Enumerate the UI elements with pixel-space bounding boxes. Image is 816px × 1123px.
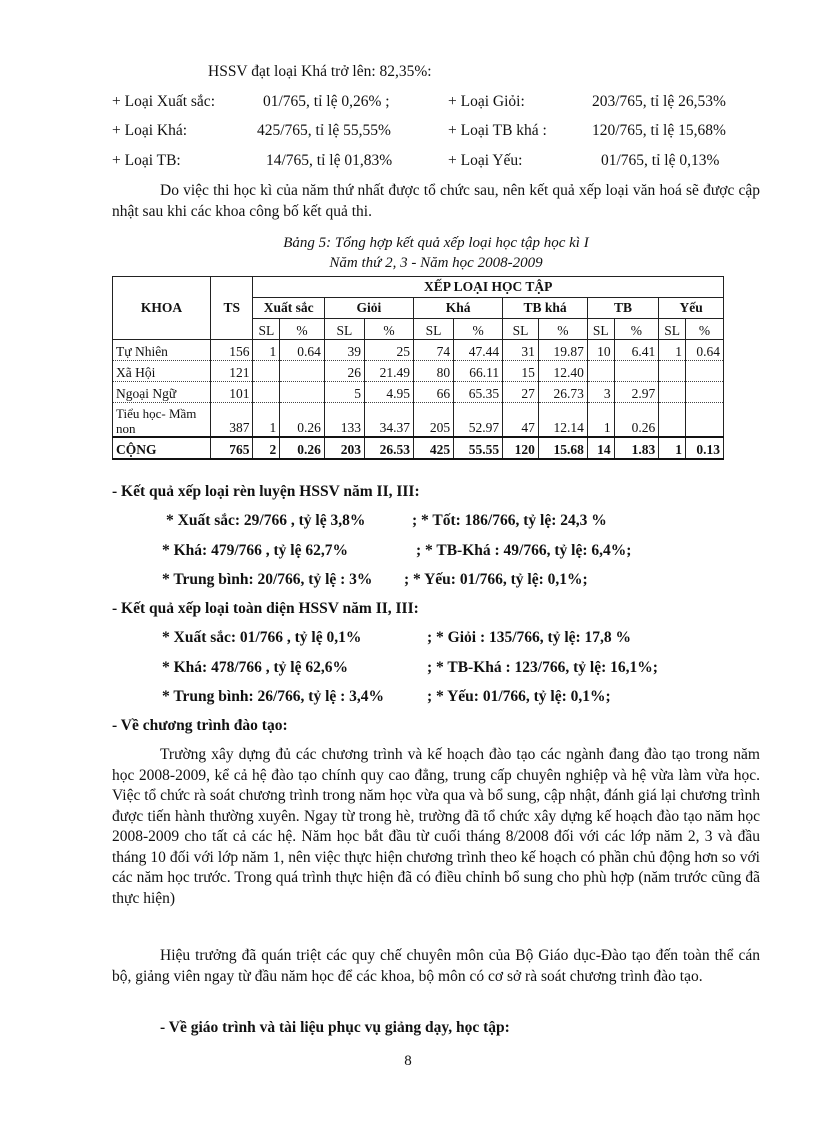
materials-heading: - Về giáo trình và tài liệu phục vụ giảng dạy, học tập: xyxy=(160,1019,510,1036)
cell: 26.53 xyxy=(364,437,413,459)
conduct-stat: * Xuất sắc: 29/766 , tỷ lệ 3,8% xyxy=(166,512,366,529)
stat-label: + Loại Khá: xyxy=(112,122,188,139)
stat-label: + Loại TB khá : xyxy=(448,122,547,139)
col-category: Yếu xyxy=(659,298,724,319)
col-khoa: KHOA xyxy=(113,277,211,340)
stat-value: 203/765, tỉ lệ 26,53% xyxy=(592,93,726,110)
page-number: 8 xyxy=(404,1053,412,1069)
cell: 6.41 xyxy=(614,340,659,361)
cell: 34.37 xyxy=(364,403,413,437)
col-sl: SL xyxy=(413,319,453,340)
cell: 5 xyxy=(324,382,364,403)
cell: 133 xyxy=(324,403,364,437)
cell: 47 xyxy=(503,403,539,437)
cell: 26 xyxy=(324,361,364,382)
cell-khoa: Ngoại Ngữ xyxy=(113,382,211,403)
cell: 19.87 xyxy=(538,340,587,361)
overall-stat: ; * Yếu: 01/766, tỷ lệ: 0,1%; xyxy=(427,688,611,705)
cell: 52.97 xyxy=(454,403,503,437)
cell: 25 xyxy=(364,340,413,361)
cell: 205 xyxy=(413,403,453,437)
conduct-stat: ; * TB-Khá : 49/766, tỷ lệ: 6,4%; xyxy=(416,542,632,559)
col-pct: % xyxy=(364,319,413,340)
col-pct: % xyxy=(454,319,503,340)
table-row xyxy=(113,361,724,382)
overall-stat: ; * Giỏi : 135/766, tỷ lệ: 17,8 % xyxy=(427,629,632,646)
col-sl: SL xyxy=(324,319,364,340)
cell xyxy=(659,403,686,437)
cell: 66 xyxy=(413,382,453,403)
cell xyxy=(614,361,659,382)
overall-heading: - Kết quả xếp loại toàn diện HSSV năm II, III: xyxy=(112,600,419,617)
cell xyxy=(659,382,686,403)
cell-ts: 156 xyxy=(211,340,253,361)
cell: 0.13 xyxy=(685,437,723,459)
col-category: TB xyxy=(587,298,658,319)
cell xyxy=(253,361,280,382)
cell: 0.26 xyxy=(280,403,325,437)
stat-value: 14/765, tỉ lệ 01,83% xyxy=(266,152,393,169)
table-row xyxy=(113,382,724,403)
cell: 0.26 xyxy=(280,437,325,459)
cell xyxy=(587,361,614,382)
cell: 3 xyxy=(587,382,614,403)
cell: 14 xyxy=(587,437,614,459)
cell: 1 xyxy=(659,340,686,361)
conduct-heading: - Kết quả xếp loại rèn luyện HSSV năm II, III: xyxy=(112,483,420,500)
conduct-stat: * Khá: 479/766 , tỷ lệ 62,7% xyxy=(162,542,348,559)
overall-stat: * Xuất sắc: 01/766 , tỷ lệ 0,1% xyxy=(162,629,362,646)
cell: 12.40 xyxy=(538,361,587,382)
cell xyxy=(685,382,723,403)
stat-value: 425/765, tỉ lệ 55,55% xyxy=(257,122,391,139)
stat-value: 120/765, tỉ lệ 15,68% xyxy=(592,122,726,139)
cell: 120 xyxy=(503,437,539,459)
stat-value: 01/765, tỉ lệ 0,13% xyxy=(601,152,720,169)
col-sl: SL xyxy=(253,319,280,340)
cell-khoa: CỘNG xyxy=(113,437,211,459)
col-category: TB khá xyxy=(503,298,588,319)
overall-stat: ; * TB-Khá : 123/766, tỷ lệ: 16,1%; xyxy=(427,659,658,676)
stat-value: 01/765, tỉ lệ 0,26% ; xyxy=(263,93,390,110)
cell: 65.35 xyxy=(454,382,503,403)
col-sl: SL xyxy=(587,319,614,340)
cell: 15.68 xyxy=(538,437,587,459)
cell-khoa: Tự Nhiên xyxy=(113,340,211,361)
program-heading: - Về chương trình đào tạo: xyxy=(112,717,288,734)
achievement-summary: HSSV đạt loại Khá trở lên: 82,35%: xyxy=(208,63,432,80)
cell: 1 xyxy=(587,403,614,437)
regulation-paragraph: Hiệu trưởng đã quán triệt các quy chế chuyên môn của Bộ Giáo dục-Đào tạo đến toàn thể cán bộ, giảng viên ngay từ đầu năm học để các khoa, bộ môn có cơ sở rà soát chương trình đào tạo. xyxy=(112,947,760,985)
cell: 1.83 xyxy=(614,437,659,459)
exam-note: Do việc thi học kì của năm thứ nhất được tổ chức sau, nên kết quả xếp loại văn hoá sẽ được cập nhật sau khi các khoa công bố kết quả thi. xyxy=(112,182,760,220)
table-row xyxy=(113,340,724,361)
cell: 203 xyxy=(324,437,364,459)
col-pct: % xyxy=(538,319,587,340)
program-paragraph: Trường xây dựng đủ các chương trình và kế hoạch đào tạo các ngành đang đào tạo trong năm học 2008-2009, kể cả hệ đào tạo chính quy cao đẳng, trung cấp chuyên nghiệp và hệ vừa làm vừa học. Việc tổ chức rà soát chương trình trong năm học vừa qua và bổ sung, cập nhật, đánh giá lại chương trình được tiến hành thường xuyên. Ngay từ trong hè, trường đã tổ chức xây dựng kế hoạch đào tạo năm học 2008-2009 cho tất cả các hệ. Năm học bắt đầu từ cuối tháng 8/2008 đối với các lớp năm 2, 3 và đầu tháng 10 đối với lớp năm 1, nên việc thực hiện chương trình theo kế hoạch có phần chủ động hơn so với các năm học trước. Trong quá trình thực hiện đã có điều chỉnh bổ sung cho phù hợp (năm trước cũng đã thực hiện) xyxy=(112,746,760,907)
stat-label: + Loại Yếu: xyxy=(448,152,523,169)
cell: 10 xyxy=(587,340,614,361)
cell: 12.14 xyxy=(538,403,587,437)
cell: 2 xyxy=(253,437,280,459)
cell: 26.73 xyxy=(538,382,587,403)
cell: 39 xyxy=(324,340,364,361)
overall-stat: * Trung bình: 26/766, tỷ lệ : 3,4% xyxy=(162,688,385,705)
cell: 0.64 xyxy=(685,340,723,361)
cell: 4.95 xyxy=(364,382,413,403)
cell: 425 xyxy=(413,437,453,459)
results-table xyxy=(112,276,724,460)
cell-ts: 387 xyxy=(211,403,253,437)
table-caption: Bảng 5: Tổng hợp kết quả xếp loại học tập học kì I xyxy=(283,235,589,251)
stat-label: + Loại Xuất sắc: xyxy=(112,93,215,110)
cell xyxy=(280,361,325,382)
overall-stat: * Khá: 478/766 , tỷ lệ 62,6% xyxy=(162,659,348,676)
cell-ts: 765 xyxy=(211,437,253,459)
col-category: Xuất sắc xyxy=(253,298,324,319)
cell: 1 xyxy=(659,437,686,459)
conduct-stat: ; * Yếu: 01/766, tỷ lệ: 0,1%; xyxy=(404,571,588,588)
cell-ts: 101 xyxy=(211,382,253,403)
col-category: Giỏi xyxy=(324,298,413,319)
col-pct: % xyxy=(685,319,723,340)
table-subcaption: Năm thứ 2, 3 - Năm học 2008-2009 xyxy=(329,255,543,271)
cell: 0.26 xyxy=(614,403,659,437)
cell xyxy=(280,382,325,403)
cell: 74 xyxy=(413,340,453,361)
cell: 66.11 xyxy=(454,361,503,382)
col-sl: SL xyxy=(503,319,539,340)
total-row xyxy=(113,437,724,459)
cell xyxy=(659,361,686,382)
cell-khoa: Xã Hội xyxy=(113,361,211,382)
col-sl: SL xyxy=(659,319,686,340)
cell: 47.44 xyxy=(454,340,503,361)
cell: 31 xyxy=(503,340,539,361)
cell: 15 xyxy=(503,361,539,382)
stat-label: + Loại Giỏi: xyxy=(448,93,525,110)
cell-ts: 121 xyxy=(211,361,253,382)
table-row xyxy=(113,403,724,437)
cell xyxy=(685,403,723,437)
col-group: XẾP LOẠI HỌC TẬP xyxy=(253,277,724,298)
cell: 27 xyxy=(503,382,539,403)
col-category: Khá xyxy=(413,298,502,319)
conduct-stat: ; * Tốt: 186/766, tỷ lệ: 24,3 % xyxy=(412,512,607,529)
cell xyxy=(253,382,280,403)
cell: 2.97 xyxy=(614,382,659,403)
cell: 1 xyxy=(253,403,280,437)
cell: 21.49 xyxy=(364,361,413,382)
col-ts: TS xyxy=(211,277,253,340)
cell: 1 xyxy=(253,340,280,361)
col-pct: % xyxy=(280,319,325,340)
cell: 55.55 xyxy=(454,437,503,459)
stat-label: + Loại TB: xyxy=(112,152,181,169)
col-pct: % xyxy=(614,319,659,340)
cell xyxy=(685,361,723,382)
conduct-stat: * Trung bình: 20/766, tỷ lệ : 3% xyxy=(162,571,373,588)
cell: 80 xyxy=(413,361,453,382)
cell-khoa: Tiểu học- Mầm non xyxy=(113,403,211,437)
cell: 0.64 xyxy=(280,340,325,361)
